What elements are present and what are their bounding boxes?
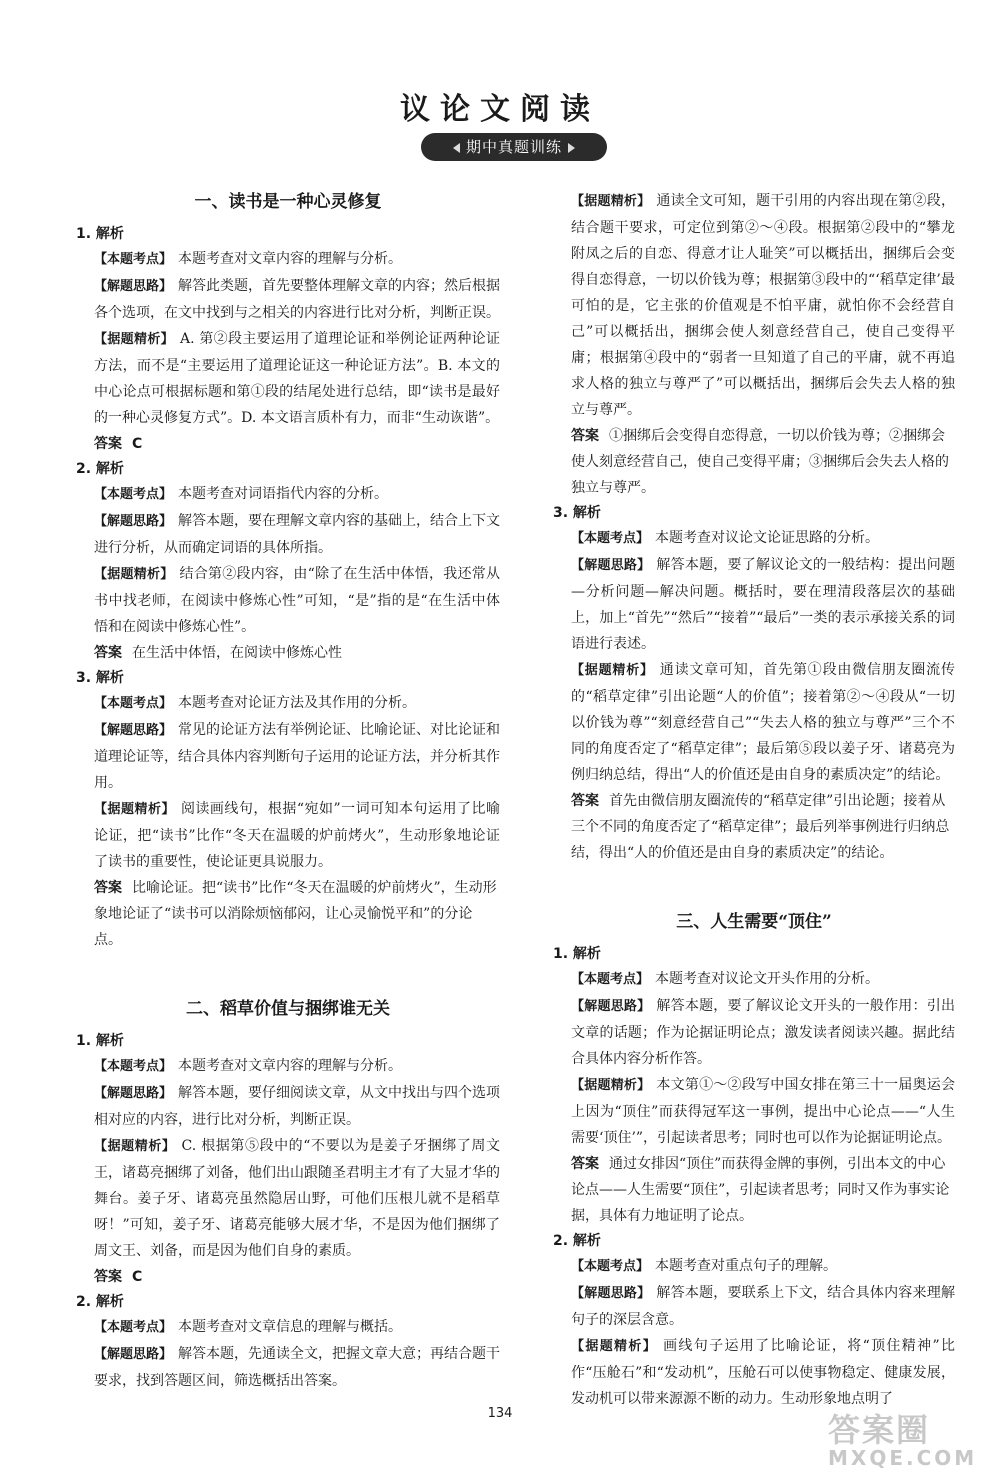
watermark-line2: MXQE.COM bbox=[828, 1446, 978, 1470]
jingxi-item: 【据题精析】 C. 根据第⑤段中的“不要以为是姜子牙捆绑了周文王，诸葛亮捆绑了刘备，他们出山跟随圣君明主才有了大显才华的舞台。姜子牙、诸葛亮虽然隐居山野，可他们压根儿就不是稻草呀！”可知，姜子牙、诸葛亮能够大展才华，不是因为他们捆绑了周文王、刘备，而是因为他们自身的素质。 bbox=[94, 1138, 500, 1259]
question-number: 2. 解析 bbox=[76, 461, 124, 477]
banner-label: 期中真题训练 bbox=[465, 138, 562, 156]
jingxi-item: 【据题精析】 结合第②段内容，由“除了在生活中体悟，我还常从书中找老师，在阅读中修炼心性”可知，“是”指的是“在生活中体悟和在阅读中修炼心性”。 bbox=[94, 566, 500, 635]
question-number: 3. 解析 bbox=[553, 505, 601, 521]
question-number: 1. 解析 bbox=[553, 946, 601, 962]
section-banner bbox=[421, 133, 607, 161]
jingxi-item: 【据题精析】 通读文章可知，首先第①段由微信朋友圈流传的“稻草定律”引出论题“人的价值”；接着第②～④段从“一切以价钱为尊”“刻意经营自己”“失去人格的独立与尊严”三个不同的角度否定了“稻草定律”；最后第⑤段以姜子牙、诸葛亮为例归纳总结，得出“人的价值还是由自身的素质决定”的结论。 bbox=[571, 662, 955, 783]
silu-item: 【解题思路】 解答本题，要了解议论文开头的一般作用：引出文章的话题；作为论据证明论点；激发读者阅读兴趣。据此结合具体内容分析作答。 bbox=[571, 998, 955, 1067]
answer: 答案 ①捆绑后会变得自恋得意，一切以价钱为尊；②捆绑会使人刻意经营自己，使自己变得平庸；③捆绑后会失去人格的独立与尊严。 bbox=[571, 428, 949, 496]
kaodian-item: 【本题考点】 本题考查对论证方法及其作用的分析。 bbox=[94, 695, 417, 711]
jingxi-item: 【据题精析】 通读全文可知，题干引用的内容出现在第②段，结合题干要求，可定位到第②～④段。根据第②段中的“攀龙附凤之后的自恋、得意才让人耻笑”可以概括出，捆绑后会变得自恋得意，一切以价钱为尊；根据第③段中的“‘稻草定律’最可怕的是，它主张的价值观是不怕平庸，就怕你不会经营自己”可以概括出，捆绑会使人刻意经营自己，使自己变得平庸；根据第④段中的“弱者一旦知道了自己的平庸，就不再追求人格的独立与尊严了”可以概括出，捆绑后会失去人格的独立与尊严。 bbox=[571, 193, 955, 418]
section-title: 一、读书是一种心灵修复 bbox=[194, 192, 382, 212]
arrow-right-icon bbox=[568, 143, 575, 153]
answer: 答案 在生活中体悟，在阅读中修炼心性 bbox=[94, 645, 342, 661]
question-number: 2. 解析 bbox=[76, 1294, 124, 1310]
right-column bbox=[553, 188, 955, 1412]
silu-item: 【解题思路】 解答本题，先通读全文，把握文章大意；再结合题干要求，找到答题区间，筛选概括出答案。 bbox=[94, 1346, 501, 1389]
watermark-logo bbox=[828, 1412, 978, 1472]
page-title: 议论文阅读 bbox=[400, 92, 600, 127]
silu-item: 【解题思路】 解答本题，要了解议论文的一般结构：提出问题—分析问题—解决问题。概括时，要在理清段落层次的基础上，加上“首先”“然后”“接着”“最后”一类的表示承接关系的词语进行表述。 bbox=[571, 557, 955, 652]
question-number: 1. 解析 bbox=[76, 1033, 124, 1049]
jingxi-item: 【据题精析】 阅读画线句，根据“宛如”一词可知本句运用了比喻论证，把“读书”比作“冬天在温暖的炉前烤火”，生动形象地论证了读书的重要性，使论证更具说服力。 bbox=[94, 801, 500, 870]
section-title: 三、人生需要“顶住” bbox=[676, 912, 832, 932]
page-number: 134 bbox=[487, 1406, 513, 1421]
silu-item: 【解题思路】 解答此类题，首先要整体理解文章的内容；然后根据各个选项，在文中找到与之相关的内容进行比对分析，判断正误。 bbox=[94, 278, 501, 321]
jingxi-item: 【据题精析】 本文第①～②段写中国女排在第三十一届奥运会上因为“顶住”而获得冠军这一事例，提出中心论点——“人生需要‘顶住’”，引起读者思考；同时也可以作为论据证明论点。 bbox=[571, 1077, 955, 1146]
kaodian-item: 【本题考点】 本题考查对议论文开头作用的分析。 bbox=[571, 971, 880, 987]
jingxi-item: 【据题精析】 画线句子运用了比喻论证，将“顶住精神”比作“压舱石”和“发动机”，压舱石可以使事物稳定、健康发展，发动机可以带来源源不断的动力。生动形象地点明了 bbox=[571, 1338, 955, 1407]
section-title: 二、稻草价值与捆绑谁无关 bbox=[186, 999, 390, 1019]
kaodian-item: 【本题考点】 本题考查对词语指代内容的分析。 bbox=[94, 486, 389, 502]
question-number: 1. 解析 bbox=[76, 226, 124, 242]
left-column bbox=[76, 188, 500, 1394]
jingxi-item: 【据题精析】 A. 第②段主要运用了道理论证和举例论证两种论证方法，而不是“主要运用了道理论证这一种论证方法”。B. 本文的中心论点可根据标题和第①段的结尾处进行总结，即“读书是最好的一种心灵修复方式”。D. 本文语言质朴有力，而非“生动诙谐”。 bbox=[94, 331, 500, 426]
answer: 答案 比喻论证。把“读书”比作“冬天在温暖的炉前烤火”，生动形象地论证了“读书可以消除烦恼郁闷，让心灵愉悦平和”的分论点。 bbox=[94, 880, 497, 948]
kaodian-item: 【本题考点】 本题考查对重点句子的理解。 bbox=[571, 1258, 838, 1274]
silu-item: 【解题思路】 常见的论证方法有举例论证、比喻论证、对比论证和道理论证等，结合具体内容判断句子运用的论证方法，并分析其作用。 bbox=[94, 722, 501, 791]
kaodian-item: 【本题考点】 本题考查对文章信息的理解与概括。 bbox=[94, 1319, 403, 1335]
answer: 答案 C bbox=[94, 1269, 143, 1285]
silu-item: 【解题思路】 解答本题，要联系上下文，结合具体内容来理解句子的深层含意。 bbox=[571, 1285, 955, 1328]
silu-item: 【解题思路】 解答本题，要仔细阅读文章，从文中找出与四个选项相对应的内容，进行比对分析，判断正误。 bbox=[94, 1085, 501, 1128]
kaodian-item: 【本题考点】 本题考查对议论文论证思路的分析。 bbox=[571, 530, 880, 546]
watermark-line1: 答案圈 bbox=[828, 1411, 931, 1449]
question-number: 3. 解析 bbox=[76, 670, 124, 686]
arrow-left-icon bbox=[453, 143, 460, 153]
silu-item: 【解题思路】 解答本题，要在理解文章内容的基础上，结合上下文进行分析，从而确定词语的具体所指。 bbox=[94, 513, 501, 556]
answer: 答案 C bbox=[94, 436, 143, 452]
answer: 答案 首先由微信朋友圈流传的“稻草定律”引出论题；接着从三个不同的角度否定了“稻草定律”；最后列举事例进行归纳总结，得出“人的价值还是由自身的素质决定”的结论。 bbox=[571, 793, 950, 861]
question-number: 2. 解析 bbox=[553, 1233, 601, 1249]
answer: 答案 通过女排因“顶住”而获得金牌的事例，引出本文的中心论点——人生需要“顶住”，引起读者思考；同时又作为事实论据，具体有力地证明了论点。 bbox=[571, 1156, 950, 1224]
kaodian-item: 【本题考点】 本题考查对文章内容的理解与分析。 bbox=[94, 251, 403, 267]
kaodian-item: 【本题考点】 本题考查对文章内容的理解与分析。 bbox=[94, 1058, 403, 1074]
